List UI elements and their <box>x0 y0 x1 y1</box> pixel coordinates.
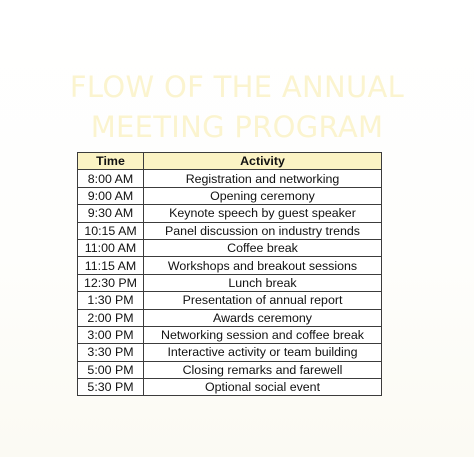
table-row <box>78 326 382 343</box>
time-cell: 11:15 AM <box>78 257 144 274</box>
activity-cell: Keynote speech by guest speaker <box>144 205 382 222</box>
activity-cell: Optional social event <box>144 379 382 396</box>
time-cell: 12:30 PM <box>78 274 144 291</box>
time-cell: 11:00 AM <box>78 239 144 256</box>
activity-cell: Lunch break <box>144 274 382 291</box>
time-cell: 9:00 AM <box>78 187 144 204</box>
activity-cell: Opening ceremony <box>144 187 382 204</box>
title-line-1: FLOW OF THE ANNUAL <box>69 70 405 105</box>
time-cell: 1:30 PM <box>78 292 144 309</box>
activity-cell: Awards ceremony <box>144 309 382 326</box>
table-row <box>78 292 382 309</box>
activity-cell: Panel discussion on industry trends <box>144 222 382 239</box>
table-row <box>78 222 382 239</box>
activity-cell: Interactive activity or team building <box>144 344 382 361</box>
activity-cell: Registration and networking <box>144 170 382 187</box>
time-cell: 8:00 AM <box>78 170 144 187</box>
table-row <box>78 257 382 274</box>
table-row <box>78 344 382 361</box>
activity-cell: Networking session and coffee break <box>144 326 382 343</box>
table-row <box>78 170 382 187</box>
title-line-2: MEETING PROGRAM <box>90 110 384 145</box>
table-row <box>78 361 382 378</box>
table-row <box>78 379 382 396</box>
activity-cell: Coffee break <box>144 239 382 256</box>
table-row <box>78 274 382 291</box>
time-cell: 3:00 PM <box>78 326 144 343</box>
time-cell: 5:30 PM <box>78 379 144 396</box>
table-row <box>78 205 382 222</box>
header-activity: Activity <box>144 153 382 170</box>
table-row <box>78 239 382 256</box>
activity-cell: Workshops and breakout sessions <box>144 257 382 274</box>
activity-cell: Closing remarks and farewell <box>144 361 382 378</box>
time-cell: 5:00 PM <box>78 361 144 378</box>
time-cell: 2:00 PM <box>78 309 144 326</box>
header-time: Time <box>78 153 144 170</box>
table-row <box>78 187 382 204</box>
time-cell: 3:30 PM <box>78 344 144 361</box>
time-cell: 9:30 AM <box>78 205 144 222</box>
schedule-table <box>77 152 382 396</box>
time-cell: 10:15 AM <box>78 222 144 239</box>
table-header-row <box>78 153 382 170</box>
table-row <box>78 309 382 326</box>
activity-cell: Presentation of annual report <box>144 292 382 309</box>
document-title <box>0 67 474 147</box>
